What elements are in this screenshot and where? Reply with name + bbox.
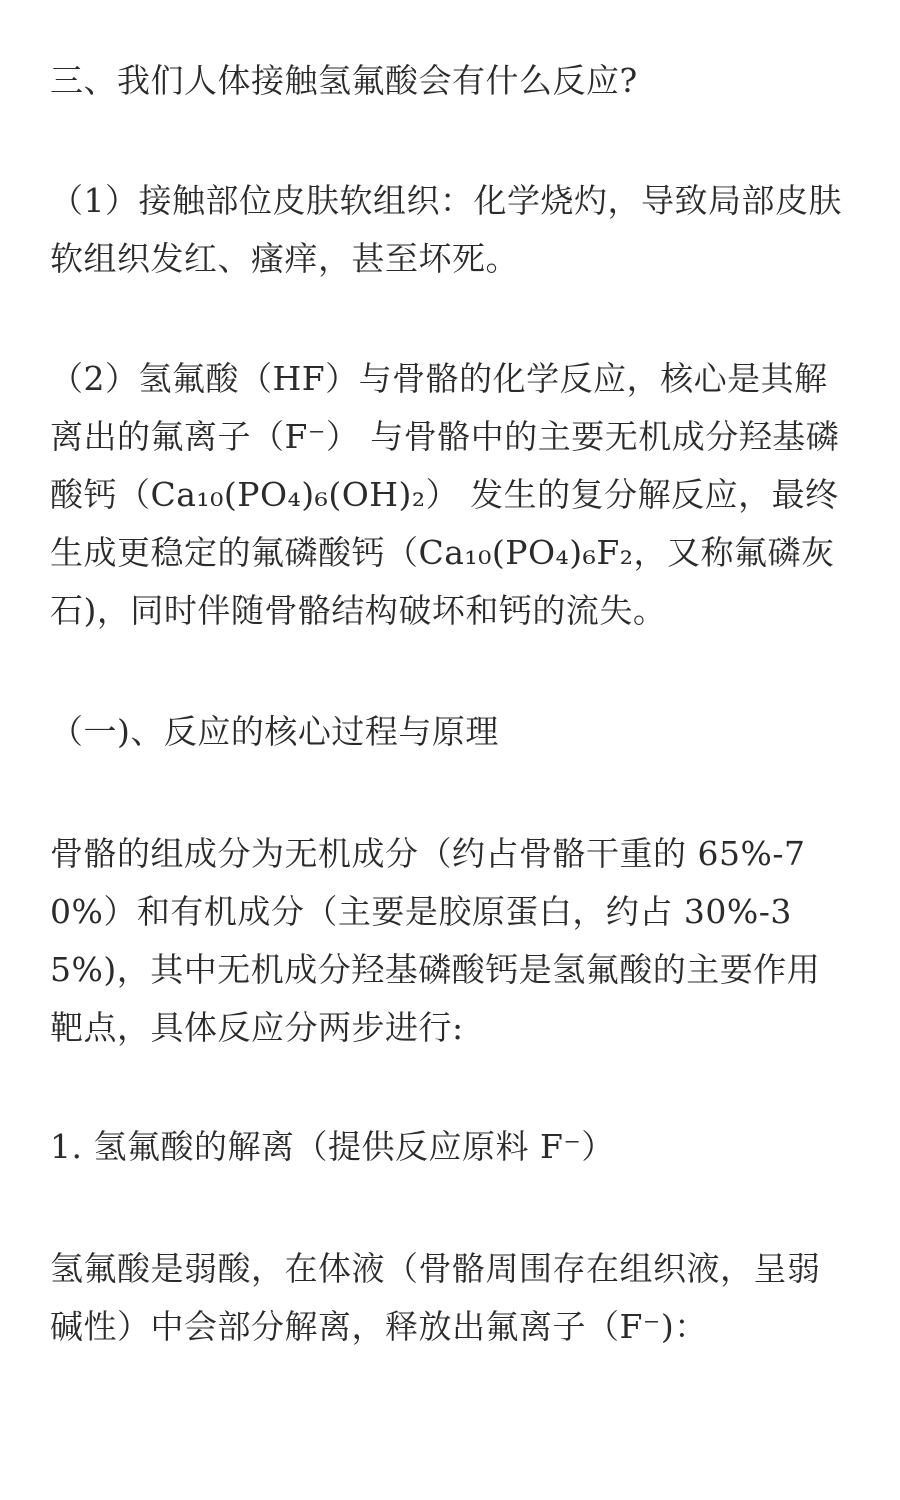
text-line: 骨骼的组成分为无机成分（约占骨骼干重的 65%-7 — [50, 834, 806, 873]
subsection-heading — [50, 703, 850, 761]
step-heading — [50, 1118, 850, 1176]
text-line: 5%)，其中无机成分羟基磷酸钙是氢氟酸的主要作用 — [50, 950, 821, 989]
text-line: 三、我们人体接触氢氟酸会有什么反应? — [50, 61, 638, 100]
section-heading — [50, 52, 850, 110]
text-line: 1. 氢氟酸的解离（提供反应原料 F⁻） — [50, 1127, 615, 1166]
text-line: 酸钙（Ca₁₀(PO₄)₆(OH)₂） 发生的复分解反应，最终 — [50, 475, 839, 514]
text-line: 离出的氟离子（F⁻） 与骨骼中的主要无机成分羟基磷 — [50, 417, 840, 456]
paragraph-point-2 — [50, 350, 850, 640]
text-line: 碱性）中会部分解离，释放出氟离子（F⁻)： — [50, 1307, 708, 1346]
paragraph-bone-composition — [50, 825, 850, 1057]
text-line: 生成更稳定的氟磷酸钙（Ca₁₀(PO₄)₆F₂，又称氟磷灰 — [50, 533, 835, 572]
text-line: （2）氢氟酸（HF）与骨骼的化学反应，核心是其解 — [50, 359, 828, 398]
text-line: 0%）和有机成分（主要是胶原蛋白，约占 30%-3 — [50, 892, 792, 931]
text-line: （1）接触部位皮肤软组织：化学烧灼，导致局部皮肤 — [50, 181, 842, 220]
paragraph-step-1 — [50, 1240, 850, 1356]
text-line: （一)、反应的核心过程与原理 — [50, 712, 499, 751]
paragraph-point-1 — [50, 172, 850, 288]
text-line: 石)，同时伴随骨骼结构破坏和钙的流失。 — [50, 591, 667, 630]
text-line: 靶点，具体反应分两步进行: — [50, 1008, 464, 1047]
text-line: 软组织发红、瘙痒，甚至坏死。 — [50, 239, 519, 278]
text-line: 氢氟酸是弱酸，在体液（骨骼周围存在组织液，呈弱 — [50, 1249, 821, 1288]
